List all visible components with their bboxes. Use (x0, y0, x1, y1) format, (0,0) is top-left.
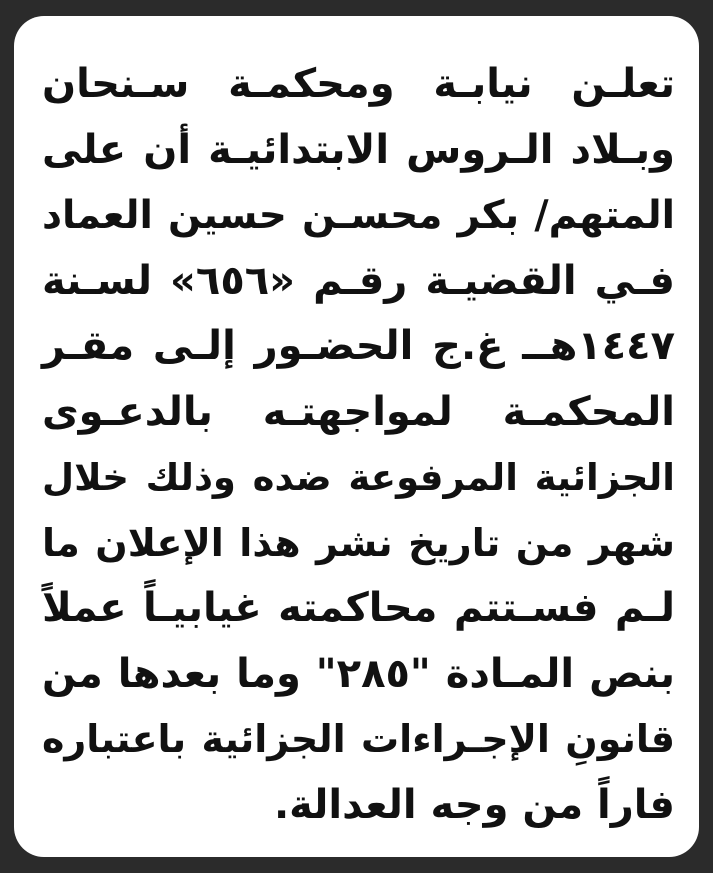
notice-line-11: قانونِ الإجـراءات الجزائية باعتباره (42, 717, 675, 761)
notice-line-4: فـي القضيـة رقـم «٦٥٦» لسـنة (42, 257, 675, 304)
notice-card (14, 16, 699, 857)
notice-text (42, 52, 675, 838)
notice-line-5: ١٤٤٧هــ غ.ج الحضـور إلـى مقـر (42, 323, 675, 369)
notice-line-1: تعلـن نيابـة ومحكمـة سـنحان (42, 61, 675, 107)
notice-line-2: وبـلاد الـروس الابتدائيـة أن على (42, 126, 675, 173)
notice-line-6: المحكمـة لمواجهتـه بالدعـوى (42, 388, 675, 435)
notice-line-8: شهر من تاريخ نشر هذا الإعلان ما (42, 520, 675, 565)
notice-line-9: لـم فسـتتم محاكمته غيابيـاً عملاً (42, 585, 675, 631)
notice-line-3: المتهم/ بكر محسـن حسين العماد (42, 193, 675, 238)
notice-line-12: فاراً من وجه العدالة. (273, 781, 675, 828)
notice-line-7: الجزائية المرفوعة ضده وذلك خلال (42, 456, 675, 499)
notice-line-10: بنص المـادة "٢٨٥" وما بعدها من (42, 650, 676, 697)
